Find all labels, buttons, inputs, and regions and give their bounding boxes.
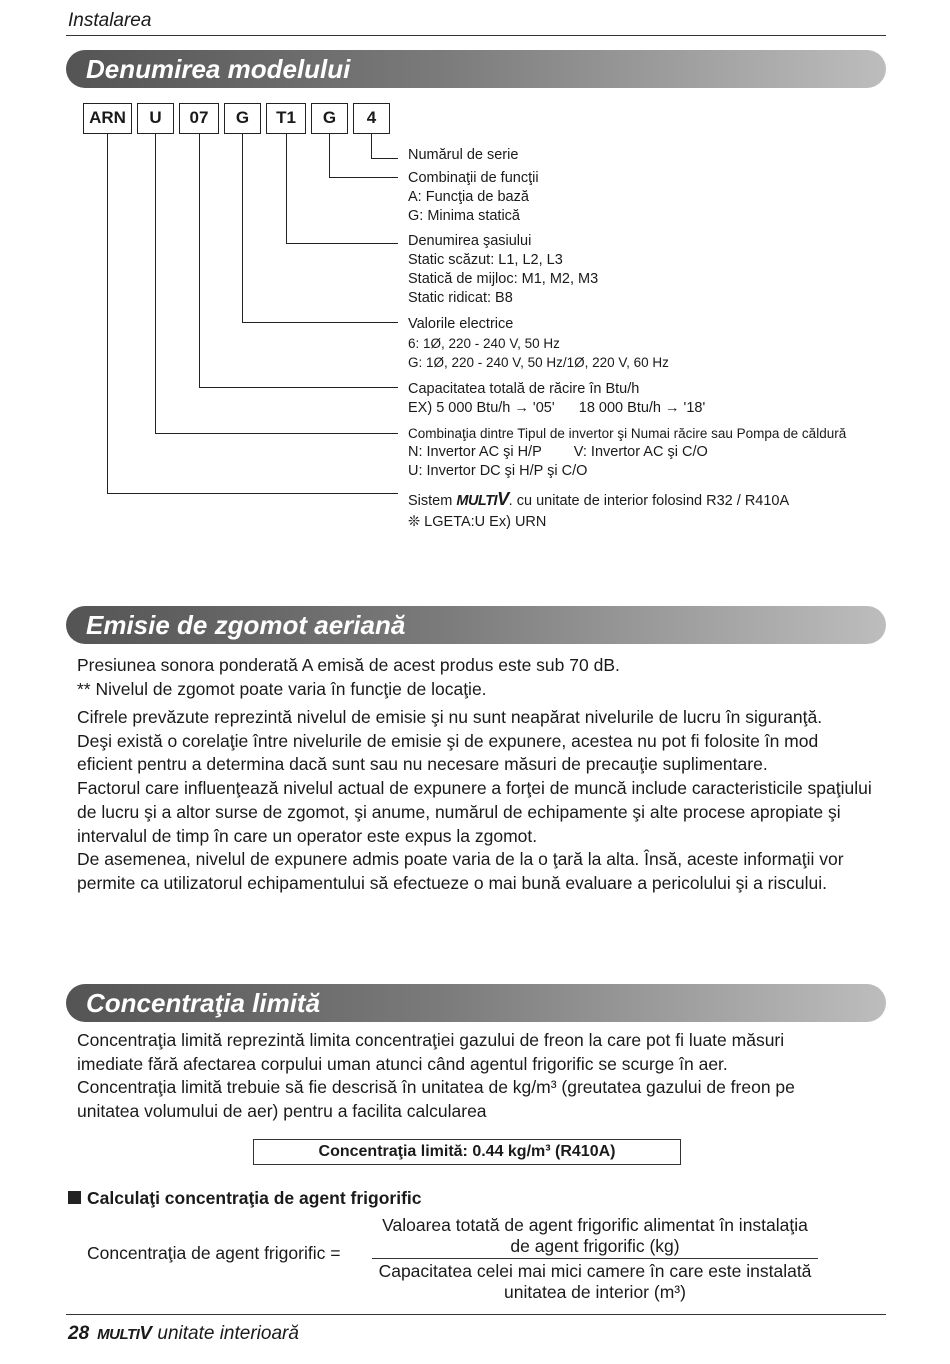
desc-line: G: Minima statică <box>408 208 520 224</box>
connector-capacity-h <box>199 387 398 388</box>
formula-line: Valoarea totată de agent frigorific alimentat în instalaţia <box>382 1215 808 1235</box>
desc-line: 6: 1Ø, 220 - 240 V, 50 Hz <box>408 336 560 351</box>
square-bullet-icon <box>68 1191 81 1204</box>
connector-electrical-h <box>242 322 398 323</box>
desc-line: Statică de mijloc: M1, M2, M3 <box>408 271 599 287</box>
desc-line: Combinaţii de funcţii <box>408 170 539 186</box>
section-title-model-name: Denumirea modelului <box>66 50 886 88</box>
desc-line: N: Invertor AC şi H/P V: Invertor AC şi C/O <box>408 444 708 460</box>
model-code-electrical: G <box>224 103 261 134</box>
multiv-logo-text: MULTI <box>97 1326 140 1343</box>
desc-chassis <box>408 232 598 308</box>
desc-system-line <box>408 490 789 511</box>
formula-denominator <box>372 1261 818 1303</box>
connector-capacity-v <box>199 134 200 388</box>
desc-line: U: Invertor DC şi H/P şi C/O <box>408 463 588 479</box>
desc-line: Valorile electrice <box>408 316 514 332</box>
calc-heading-text: Calculaţi concentraţia de agent frigorific <box>87 1188 422 1208</box>
paragraph-line: de lucru şi a altor surse de zgomot, şi anume, numărul de echipamente şi alte procese apropiate şi <box>77 801 841 822</box>
multiv-logo <box>456 490 508 511</box>
header-divider <box>66 35 886 36</box>
desc-inverter-type <box>408 424 846 481</box>
multiv-logo-v: V <box>139 1322 152 1343</box>
paragraph-line: Factorul care influenţează nivelul actual de expunere a forţei de muncă include caracteristicile spaţiului <box>77 778 872 799</box>
desc-system-prefix: Sistem <box>408 493 453 509</box>
desc-line: EX) 5 000 Btu/h → '05' 18 000 Btu/h → '18' <box>408 400 706 416</box>
model-code-type: U <box>137 103 174 134</box>
formula-line: de agent frigorific (kg) <box>510 1236 680 1256</box>
model-code-capacity: 07 <box>179 103 219 134</box>
footer-divider <box>66 1314 886 1315</box>
formula-numerator <box>372 1215 818 1257</box>
connector-electrical-v <box>242 134 243 323</box>
multiv-logo <box>97 1322 151 1344</box>
desc-function <box>408 169 539 226</box>
desc-line: A: Funcţia de bază <box>408 189 529 205</box>
connector-function-v <box>329 134 330 178</box>
paragraph-line: imediate fără afectarea corpului uman atunci când agentul frigorific se scurge în aer. <box>77 1053 728 1074</box>
paragraph-line: Concentraţia limită trebuie să fie descrisă în unitatea de kg/m³ (greutatea gazului de freon pe <box>77 1077 795 1098</box>
connector-type-h <box>155 433 398 434</box>
formula-line: Capacitatea celei mai mici camere în care este instalată <box>378 1261 812 1281</box>
footer-text: unitate interioară <box>157 1323 299 1344</box>
multiv-logo-v: V <box>497 489 509 509</box>
paragraph-line: Deşi există o corelaţie între nivelurile de emisie şi de expunere, acestea nu pot fi folosite în mod <box>77 730 819 751</box>
section-title-noise: Emisie de zgomot aeriană <box>66 606 886 644</box>
page-number: 28 <box>68 1323 90 1344</box>
paragraph-line: ** Nivelul de zgomot poate varia în funcţie de locaţie. <box>77 678 487 699</box>
page-header-section: Instalarea <box>68 10 152 31</box>
noise-intro <box>77 654 887 701</box>
desc-system-suffix: . cu unitate de interior folosind R32 / R410A <box>508 493 790 509</box>
model-code-chassis: T1 <box>266 103 306 134</box>
connector-chassis-h <box>286 243 398 244</box>
model-code-serial: 4 <box>353 103 390 134</box>
section-title-limit-concentration: Concentraţia limită <box>66 984 886 1022</box>
desc-line: Static scăzut: L1, L2, L3 <box>408 252 563 268</box>
desc-serial-line: Numărul de serie <box>408 147 519 163</box>
paragraph-line: Concentraţia limită reprezintă limita concentraţiei gazului de freon la care pot fi luate măsuri <box>77 1030 785 1050</box>
paragraph-line: intervalul de timp în care un operator este expus la zgomot. <box>77 825 538 846</box>
paragraph-line: De asemenea, nivelul de expunere admis poate varia de la o ţară la alta. Însă, aceste informaţii vor <box>77 849 844 870</box>
paragraph-line: unitatea volumului de aer) pentru a facilita calcularea <box>77 1101 487 1122</box>
desc-electrical <box>408 315 669 372</box>
formula-line: unitatea de interior (m³) <box>504 1282 686 1302</box>
model-code-prefix: ARN <box>83 103 132 134</box>
multiv-logo-text: MULTI <box>456 493 498 509</box>
paragraph-line: eficient pentru a determina dacă sunt sau nu necesare măsuri de precauţie suplimentare. <box>77 754 768 775</box>
connector-serial-h <box>371 158 398 159</box>
paragraph-line: Cifrele prevăzute reprezintă nivelul de emisie şi nu sunt neapărat nivelurile de lucru în siguranţă. <box>77 707 823 727</box>
paragraph-line: permite ca utilizatorul echipamentului să efectueze o mai bună evaluare a pericolului şi a riscului. <box>77 872 827 893</box>
calc-heading <box>68 1188 422 1209</box>
desc-line: Capacitatea totală de răcire în Btu/h <box>408 381 640 397</box>
paragraph-line: Presiunea sonora ponderată A emisă de acest produs este sub 70 dB. <box>77 655 620 675</box>
desc-capacity <box>408 380 705 418</box>
desc-system <box>408 490 789 532</box>
model-code-function: G <box>311 103 348 134</box>
connector-chassis-v <box>286 134 287 244</box>
desc-line: Static ridicat: B8 <box>408 290 513 306</box>
connector-function-h <box>329 177 398 178</box>
noise-body <box>77 706 887 896</box>
desc-line: G: 1Ø, 220 - 240 V, 50 Hz/1Ø, 220 V, 60 Hz <box>408 355 669 370</box>
connector-serial-v <box>371 134 372 159</box>
concentration-body <box>77 1029 887 1124</box>
connector-prefix-v <box>107 134 108 494</box>
formula-lhs: Concentraţia de agent frigorific = <box>87 1243 341 1263</box>
connector-prefix-h <box>107 493 398 494</box>
fraction-bar <box>372 1258 818 1259</box>
desc-system-note: ❊ LGETA:U Ex) URN <box>408 514 547 530</box>
page-footer <box>68 1322 299 1345</box>
desc-serial <box>408 146 518 165</box>
connector-type-v <box>155 134 156 434</box>
desc-line: Denumirea şasiului <box>408 233 532 249</box>
limit-concentration-box: Concentraţia limită: 0.44 kg/m³ (R410A) <box>253 1139 681 1165</box>
desc-line: Combinaţia dintre Tipul de invertor şi Numai răcire sau Pompa de căldură <box>408 426 847 441</box>
